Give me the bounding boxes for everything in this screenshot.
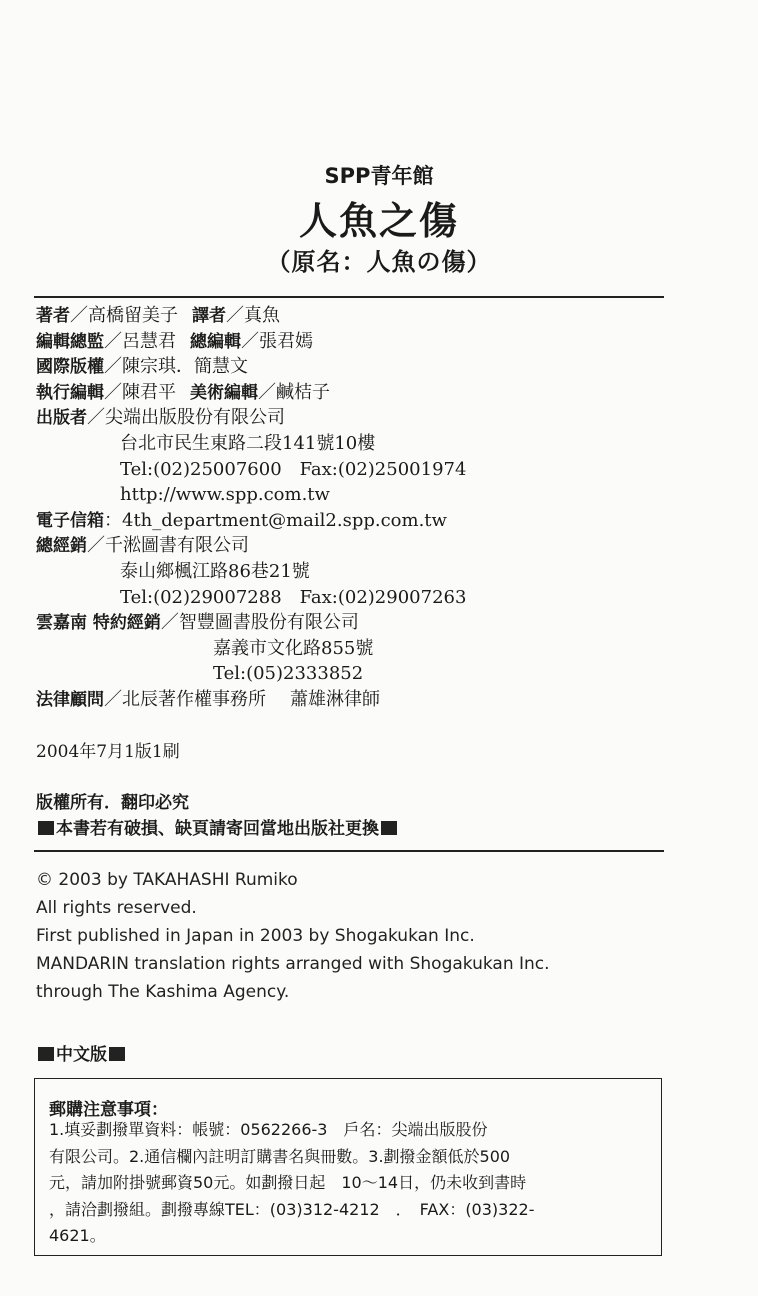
distributor-label: 總經銷	[36, 536, 87, 557]
credit-row-rights	[36, 354, 676, 380]
publisher-value: ／尖端出版股份有限公司	[87, 407, 285, 429]
regional-phone: Tel:(05)2333852	[213, 663, 364, 685]
editor-in-chief-value: ／張君嫣	[241, 330, 313, 352]
email-label: 電子信箱	[36, 510, 104, 531]
notice-line: 有限公司。2.通信欄內註明訂購書名與冊數。3.劃撥金額低於500	[49, 1146, 511, 1166]
exec-editor-label: 執行編輯	[36, 382, 104, 403]
legal-label: 法律顧問	[36, 689, 104, 710]
book-title: 人魚之傷	[298, 199, 459, 243]
chief-editor-label: 編輯總監	[36, 331, 104, 352]
translator-label: 譯者	[192, 306, 226, 326]
editor-in-chief-label: 總編輯	[190, 331, 241, 352]
square-bullet-icon	[381, 821, 397, 835]
copyright-line: All rights reserved.	[36, 898, 197, 918]
copyright-block	[36, 866, 550, 1006]
notice-line: 4621。	[49, 1226, 106, 1245]
rights-line-2-wrap	[36, 816, 399, 842]
regional-address: 嘉義市文化路855號	[213, 637, 374, 659]
chinese-edition-text: 中文版	[56, 1045, 107, 1065]
rights-line-1: 版權所有．翻印必究	[36, 793, 189, 813]
credit-row-regional	[36, 610, 676, 636]
credits-block	[36, 303, 676, 713]
publisher-phone: Tel:(02)25007600 Fax:(02)25001974	[120, 458, 467, 480]
publisher-label: 出版者	[36, 408, 87, 429]
original-title: （原名：人魚の傷）	[266, 248, 492, 276]
chief-editor-value: ／呂慧君	[104, 330, 176, 352]
art-editor-label: 美術編輯	[190, 382, 258, 403]
notice-line: ，請洽劃撥組。劃撥專線TEL：(03)312-4212 ． FAX：(03)322-	[49, 1199, 535, 1219]
credit-row-author	[36, 303, 676, 329]
top-divider	[34, 296, 664, 298]
intl-rights-value: ／陳宗琪．簡慧文	[104, 356, 248, 378]
author-value: ／高橋留美子	[70, 305, 178, 326]
notice-line: 元，請加附掛號郵資50元。如劃撥日起 10～14日，仍未收到書時	[49, 1173, 527, 1192]
lawyer-name: 蕭雄淋律師	[290, 688, 380, 710]
series-name: SPP青年館	[324, 164, 434, 188]
notice-title: 郵購注意事項：	[49, 1100, 168, 1120]
middle-divider	[34, 850, 664, 852]
regional-label: 雲嘉南 特約經銷	[36, 613, 161, 634]
copyright-line: First published in Japan in 2003 by Shogakukan Inc.	[36, 926, 475, 946]
credit-row-publisher	[36, 405, 676, 431]
translator-value: ／真魚	[226, 305, 280, 326]
credit-row-distributor	[36, 533, 676, 559]
square-bullet-icon	[38, 821, 54, 835]
publisher-address: 台北市民生東路二段141號10樓	[120, 432, 376, 454]
copyright-line: through The Kashima Agency.	[36, 982, 290, 1002]
credit-row-email	[36, 508, 676, 534]
edition-date: 2004年7月1版1刷	[36, 742, 180, 762]
chinese-edition-label	[36, 1040, 127, 1065]
copyright-line: © 2003 by TAKAHASHI Rumiko	[36, 870, 298, 890]
intl-rights-label: 國際版權	[36, 357, 104, 378]
publisher-website: http://www.spp.com.tw	[120, 484, 330, 506]
distributor-phone: Tel:(02)29007288 Fax:(02)29007263	[120, 586, 467, 608]
rights-notice	[36, 790, 399, 842]
credit-row-legal	[36, 687, 676, 713]
square-bullet-icon	[109, 1047, 125, 1061]
author-label: 著者	[36, 306, 70, 326]
notice-body	[49, 1117, 653, 1250]
square-bullet-icon	[38, 1047, 54, 1061]
copyright-line: MANDARIN translation rights arranged with Shogakukan Inc.	[36, 954, 550, 974]
credit-row-editors	[36, 329, 676, 355]
distributor-address: 泰山鄉楓江路86巷21號	[120, 560, 310, 582]
regional-value: ／智豐圖書股份有限公司	[160, 612, 359, 634]
mail-order-notice-box	[34, 1078, 662, 1256]
rights-line-2: 本書若有破損、缺頁請寄回當地出版社更換	[56, 819, 379, 839]
notice-line: 1.填妥劃撥單資料：帳號：0562266-3 戶名：尖端出版股份	[49, 1120, 488, 1139]
art-editor-value: ／鹹桔子	[258, 381, 330, 403]
legal-value: ／北辰著作權事務所	[104, 688, 266, 710]
exec-editor-value: ／陳君平	[104, 381, 176, 403]
email-value: ：4th_department@mail2.spp.com.tw	[104, 509, 447, 531]
credit-row-exec	[36, 380, 676, 406]
distributor-value: ／千淞圖書有限公司	[87, 535, 249, 557]
